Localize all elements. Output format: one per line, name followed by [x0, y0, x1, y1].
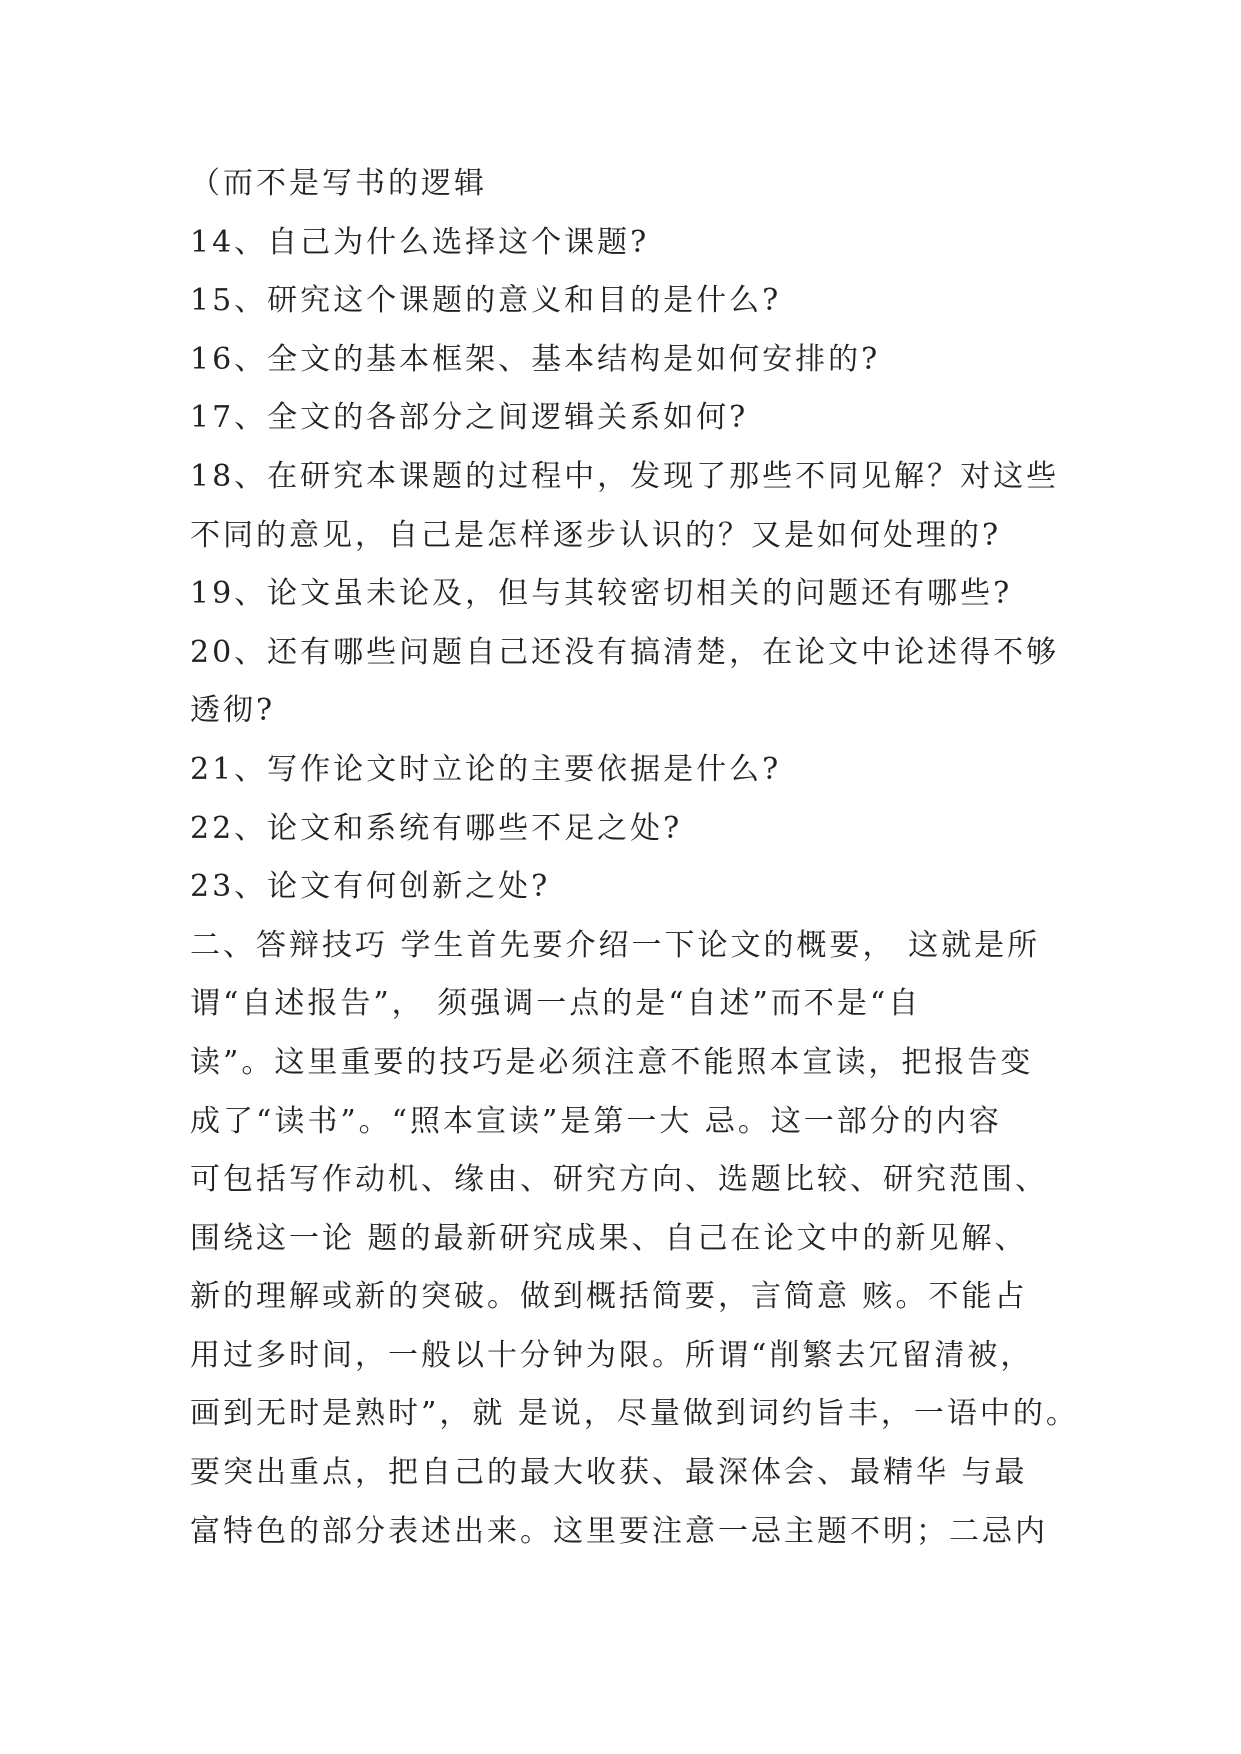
- text-line: 22、论文和系统有哪些不足之处?: [190, 810, 683, 846]
- text-line: 15、研究这个课题的意义和目的是什么?: [190, 283, 782, 319]
- text-line: 要突出重点，把自己的最大收获、最深体会、最精华 与最: [190, 1455, 1028, 1491]
- text-line: 读”。这里重要的技巧是必须注意不能照本宣读，把报告变: [190, 1044, 1034, 1080]
- text-line: 21、写作论文时立论的主要依据是什么?: [190, 751, 782, 787]
- text-line: 17、全文的各部分之间逻辑关系如何?: [190, 400, 749, 436]
- text-line: （而不是写书的逻辑: [190, 166, 487, 201]
- text-line: 不同的意见，自己是怎样逐步认识的？又是如何处理的?: [190, 517, 1002, 553]
- text-line: 23、论文有何创新之处?: [190, 869, 551, 905]
- text-line: 用过多时间，一般以十分钟为限。所谓“削繁去冗留清被，: [190, 1337, 1034, 1373]
- text-line: 14、自己为什么选择这个课题?: [190, 224, 650, 260]
- text-line: 透彻?: [190, 693, 276, 729]
- text-line: 19、论文虽未论及，但与其较密切相关的问题还有哪些?: [190, 576, 1013, 612]
- text-line: 围绕这一论 题的最新研究成果、自己在论文中的新见解、: [190, 1220, 1028, 1256]
- text-line: 画到无时是熟时”，就 是说，尽量做到词约旨丰，一语中的。: [190, 1396, 1079, 1432]
- text-line: 20、还有哪些问题自己还没有搞清楚，在论文中论述得不够: [190, 634, 1060, 670]
- text-line: 谓“自述报告”， 须强调一点的是“自述”而不是“自: [190, 986, 922, 1022]
- text-line: 富特色的部分表述出来。这里要注意一忌主题不明；二忌内: [190, 1513, 1048, 1549]
- body-text: [190, 155, 1079, 1561]
- text-line: 成了“读书”。“照本宣读”是第一大 忌。这一部分的内容: [190, 1103, 1002, 1139]
- text-line: 18、在研究本课题的过程中，发现了那些不同见解？对这些: [190, 458, 1060, 494]
- text-line: 16、全文的基本框架、基本结构是如何安排的?: [190, 341, 881, 377]
- text-line: 新的理解或新的突破。做到概括简要，言简意 赅。不能占: [190, 1279, 1028, 1315]
- text-line: 可包括写作动机、缘由、研究方向、选题比较、研究范围、: [190, 1162, 1048, 1198]
- text-line: 二、答辩技巧 学生首先要介绍一下论文的概要， 这就是所: [190, 927, 1041, 963]
